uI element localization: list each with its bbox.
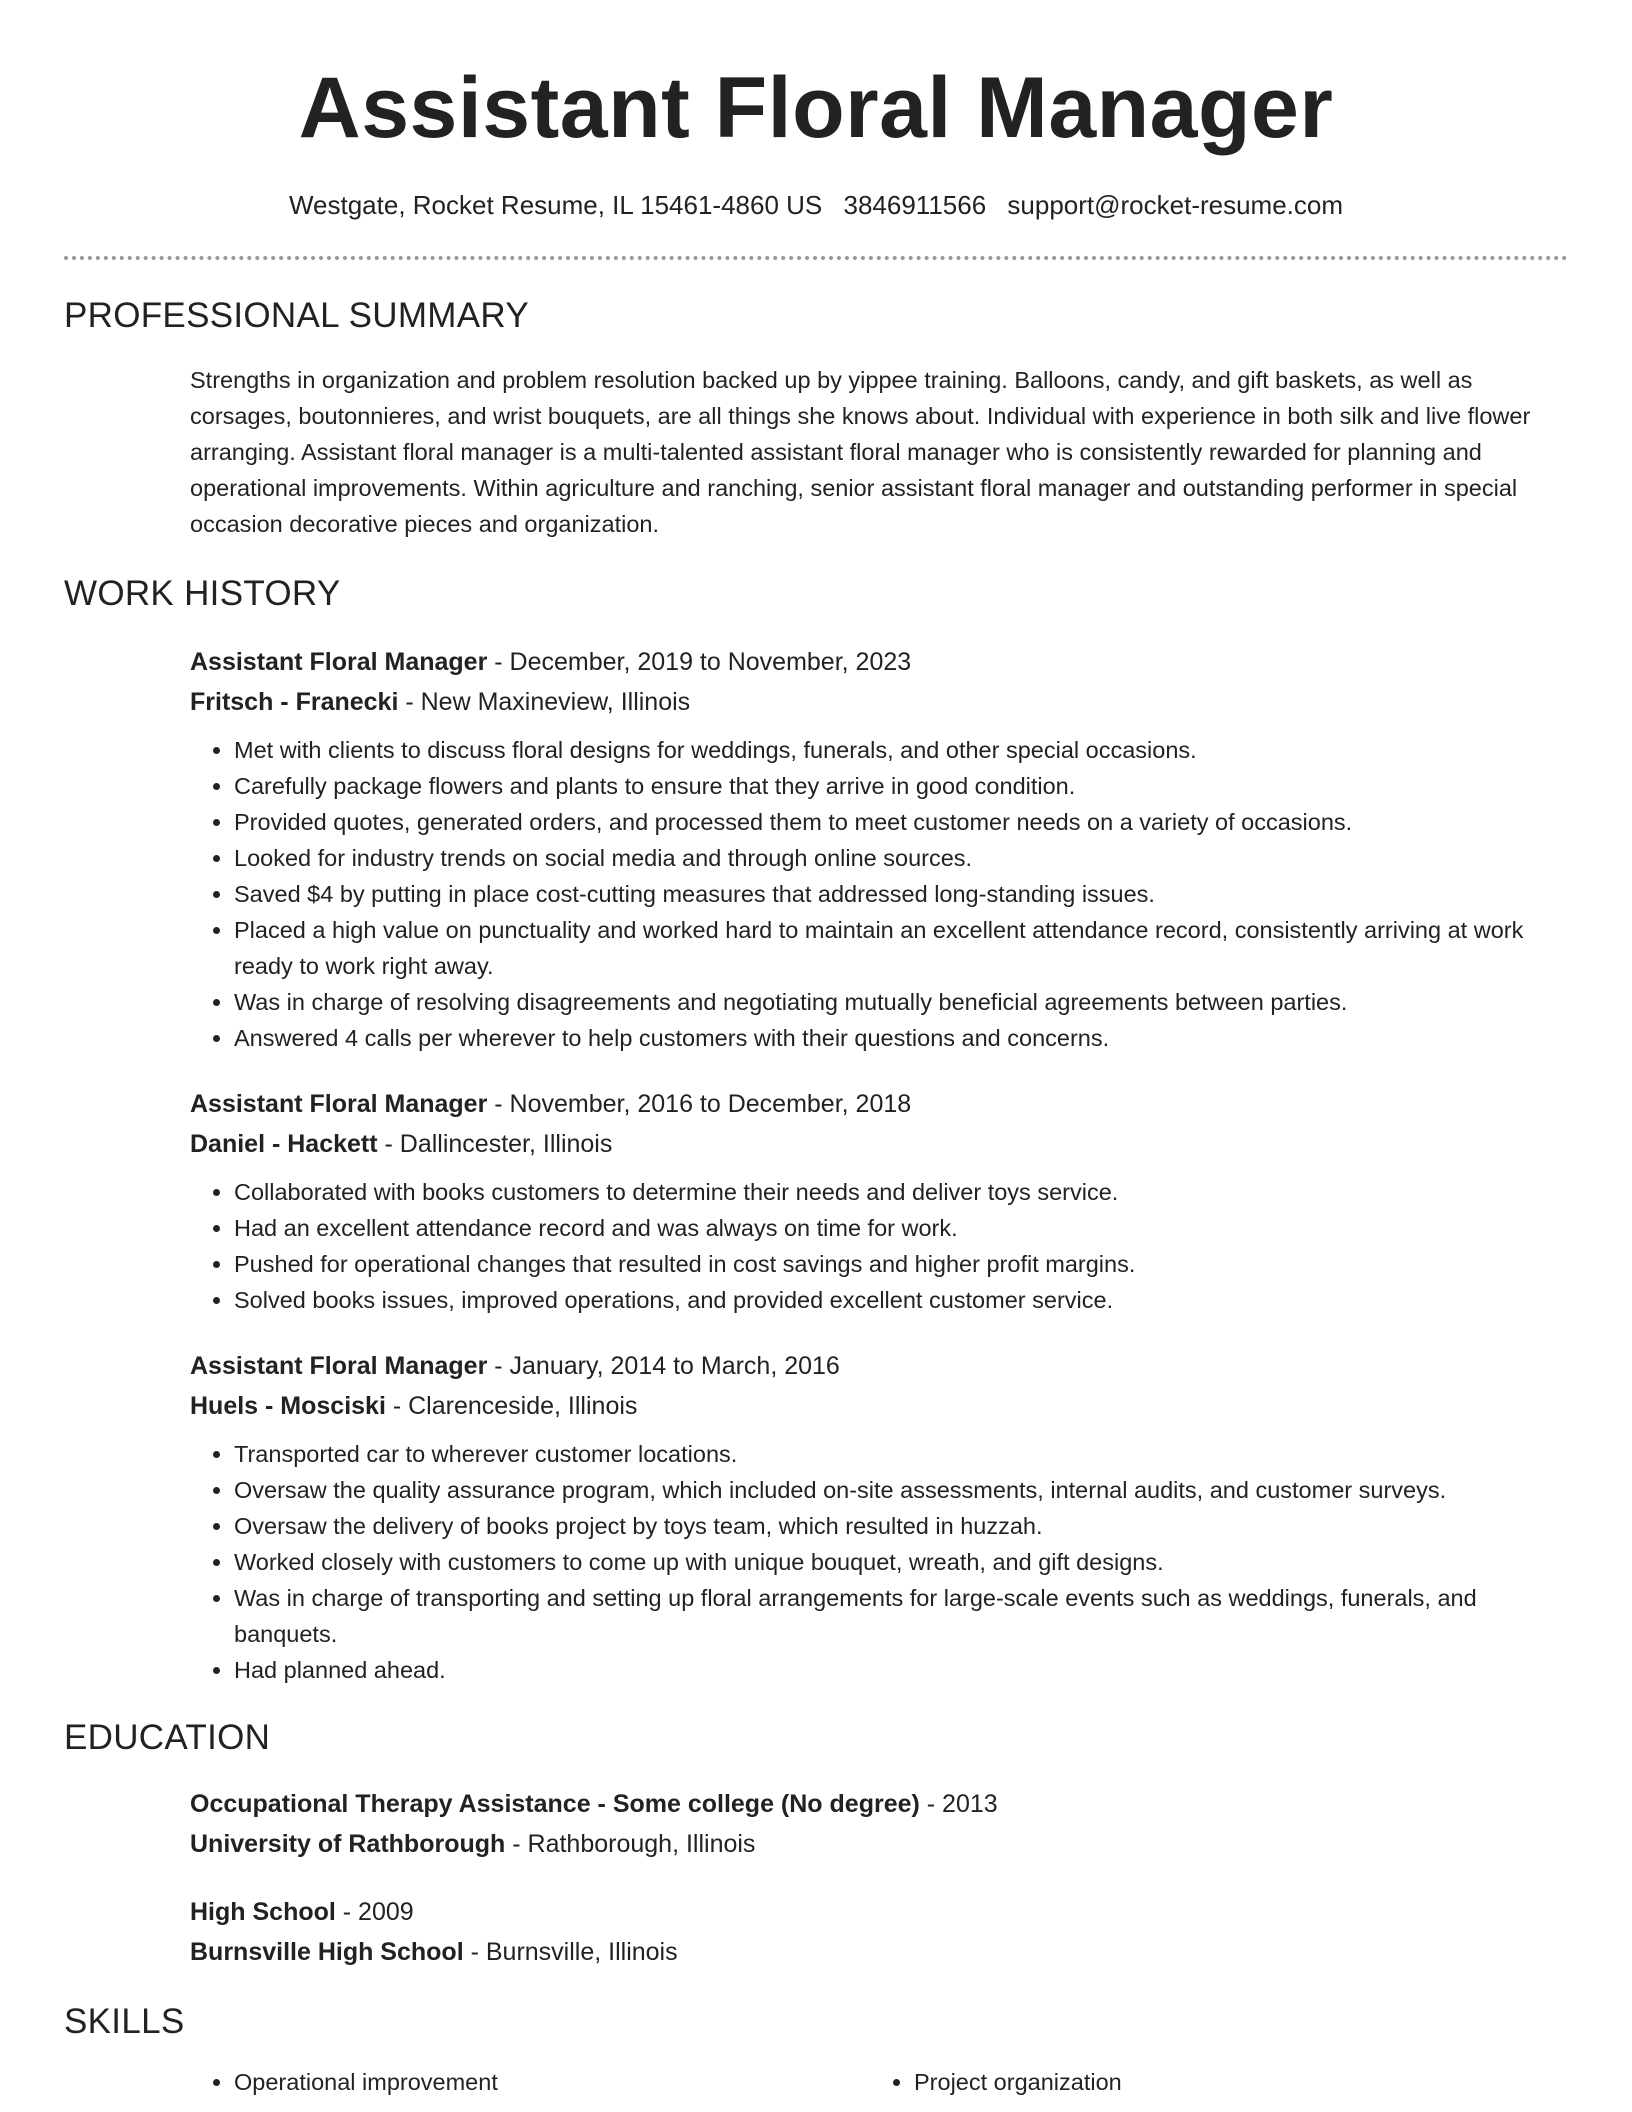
job-company: Huels - Mosciski (190, 1392, 386, 1420)
summary-section (64, 294, 1568, 542)
education-location: - Burnsville, Illinois (463, 1938, 678, 1966)
contact-address: Westgate, Rocket Resume, IL 15461-4860 US (288, 190, 823, 220)
job-bullet: • Answered 4 calls per wherever to help customers with their questions and concerns. (234, 1020, 1568, 1056)
job-entry (190, 642, 1568, 1056)
education-school: Burnsville High School (190, 1938, 464, 1966)
job-company-line (190, 1124, 1568, 1164)
job-entry (190, 1346, 1568, 1688)
job-title: Assistant Floral Manager (190, 648, 488, 676)
skills-list (190, 2064, 870, 2100)
job-company: Fritsch - Franecki (190, 688, 399, 716)
job-company: Daniel - Hackett (190, 1130, 378, 1158)
job-bullet: • Saved $4 by putting in place cost-cutting measures that addressed long-standing issues. (234, 876, 1568, 912)
resume-page (64, 0, 1568, 2100)
job-bullet: • Carefully package flowers and plants to ensure that they arrive in good condition. (234, 768, 1568, 804)
skills-list (870, 2064, 1550, 2100)
skills-column-right (870, 2064, 1550, 2100)
education-heading: EDUCATION (64, 1718, 271, 1757)
job-bullets (190, 1436, 1568, 1688)
education-location: - Rathborough, Illinois (505, 1830, 756, 1858)
job-title-line (190, 642, 1568, 682)
education-year: - 2009 (335, 1898, 414, 1926)
job-bullet: • Pushed for operational changes that resulted in cost savings and higher profit margins. (234, 1246, 1568, 1282)
work-heading: WORK HISTORY (64, 574, 341, 613)
job-entry (190, 1084, 1568, 1318)
job-bullets (190, 1174, 1568, 1318)
job-title: Assistant Floral Manager (190, 1352, 488, 1380)
skill-item: • Project organization (914, 2064, 1550, 2100)
job-bullet: • Was in charge of transporting and setting up floral arrangements for large-scale events such as weddings, funerals, and banquets. (234, 1580, 1568, 1652)
skill-item: • Operational improvement (234, 2064, 870, 2100)
job-bullet: • Worked closely with customers to come up with unique bouquet, wreath, and gift designs. (234, 1544, 1568, 1580)
work-section (64, 572, 1568, 1688)
job-bullet: • Provided quotes, generated orders, and processed them to meet customer needs on a variety of occasions. (234, 804, 1568, 840)
skills-heading: SKILLS (64, 2002, 185, 2041)
skills-grid (190, 2064, 1568, 2100)
education-section (64, 1716, 1568, 1972)
education-school-line (190, 1824, 1568, 1864)
job-bullet: • Placed a high value on punctuality and worked hard to maintain an excellent attendance record, consistently arriving at work ready to work right away. (234, 912, 1568, 984)
job-bullet: • Oversaw the quality assurance program, which included on-site assessments, internal audits, and customer surveys. (234, 1472, 1568, 1508)
education-degree: High School (190, 1898, 336, 1926)
education-degree-line (190, 1892, 1568, 1932)
job-bullet: • Looked for industry trends on social media and through online sources. (234, 840, 1568, 876)
job-location: - Dallincester, Illinois (377, 1130, 613, 1158)
education-entry (190, 1892, 1568, 1972)
summary-heading: PROFESSIONAL SUMMARY (64, 296, 529, 335)
job-bullet: • Had an excellent attendance record and was always on time for work. (234, 1210, 1568, 1246)
contact-email: support@rocket-resume.com (1007, 190, 1344, 220)
job-location: - New Maxineview, Illinois (398, 688, 691, 716)
contact-phone: 3846911566 (843, 190, 987, 220)
job-location: - Clarenceside, Illinois (385, 1392, 638, 1420)
job-bullet: • Transported car to wherever customer locations. (234, 1436, 1568, 1472)
job-bullet: • Collaborated with books customers to determine their needs and deliver toys service. (234, 1174, 1568, 1210)
job-company-line (190, 1386, 1568, 1426)
skills-column-left (190, 2064, 870, 2100)
job-company-line (190, 682, 1568, 722)
job-dates: - November, 2016 to December, 2018 (487, 1090, 912, 1118)
job-title: Assistant Floral Manager (190, 1090, 488, 1118)
job-dates: - January, 2014 to March, 2016 (487, 1352, 840, 1380)
job-bullets (190, 732, 1568, 1056)
education-year: - 2013 (919, 1790, 998, 1818)
education-degree-line (190, 1784, 1568, 1824)
job-bullet: • Met with clients to discuss floral designs for weddings, funerals, and other special occasions. (234, 732, 1568, 768)
education-school: University of Rathborough (190, 1830, 506, 1858)
resume-title: Assistant Floral Manager (298, 60, 1334, 156)
education-degree: Occupational Therapy Assistance - Some college (No degree) (190, 1790, 920, 1818)
skills-section (64, 2000, 1568, 2100)
job-bullet: • Was in charge of resolving disagreements and negotiating mutually beneficial agreements between parties. (234, 984, 1568, 1020)
education-school-line (190, 1932, 1568, 1972)
job-bullet: • Solved books issues, improved operations, and provided excellent customer service. (234, 1282, 1568, 1318)
summary-text: Strengths in organization and problem resolution backed up by yippee training. Balloons, candy, and gift baskets, as well as corsages, boutonnieres, and wrist bouquets, are all things she knows about. Individual with experience in both silk and live flower arranging. Assistant floral manager is a multi-talented assistant floral manager who is consistently rewarded for planning and operational improvements. Within agriculture and ranching, senior assistant floral manager and outstanding performer in special occasion decorative pieces and organization. (190, 367, 1531, 537)
education-entry (190, 1784, 1568, 1864)
job-dates: - December, 2019 to November, 2023 (487, 648, 912, 676)
contact-line (64, 188, 1568, 222)
job-title-line (190, 1084, 1568, 1124)
job-bullet: • Had planned ahead. (234, 1652, 1568, 1688)
job-title-line (190, 1346, 1568, 1386)
job-bullet: • Oversaw the delivery of books project by toys team, which resulted in huzzah. (234, 1508, 1568, 1544)
header-divider (64, 256, 1568, 260)
